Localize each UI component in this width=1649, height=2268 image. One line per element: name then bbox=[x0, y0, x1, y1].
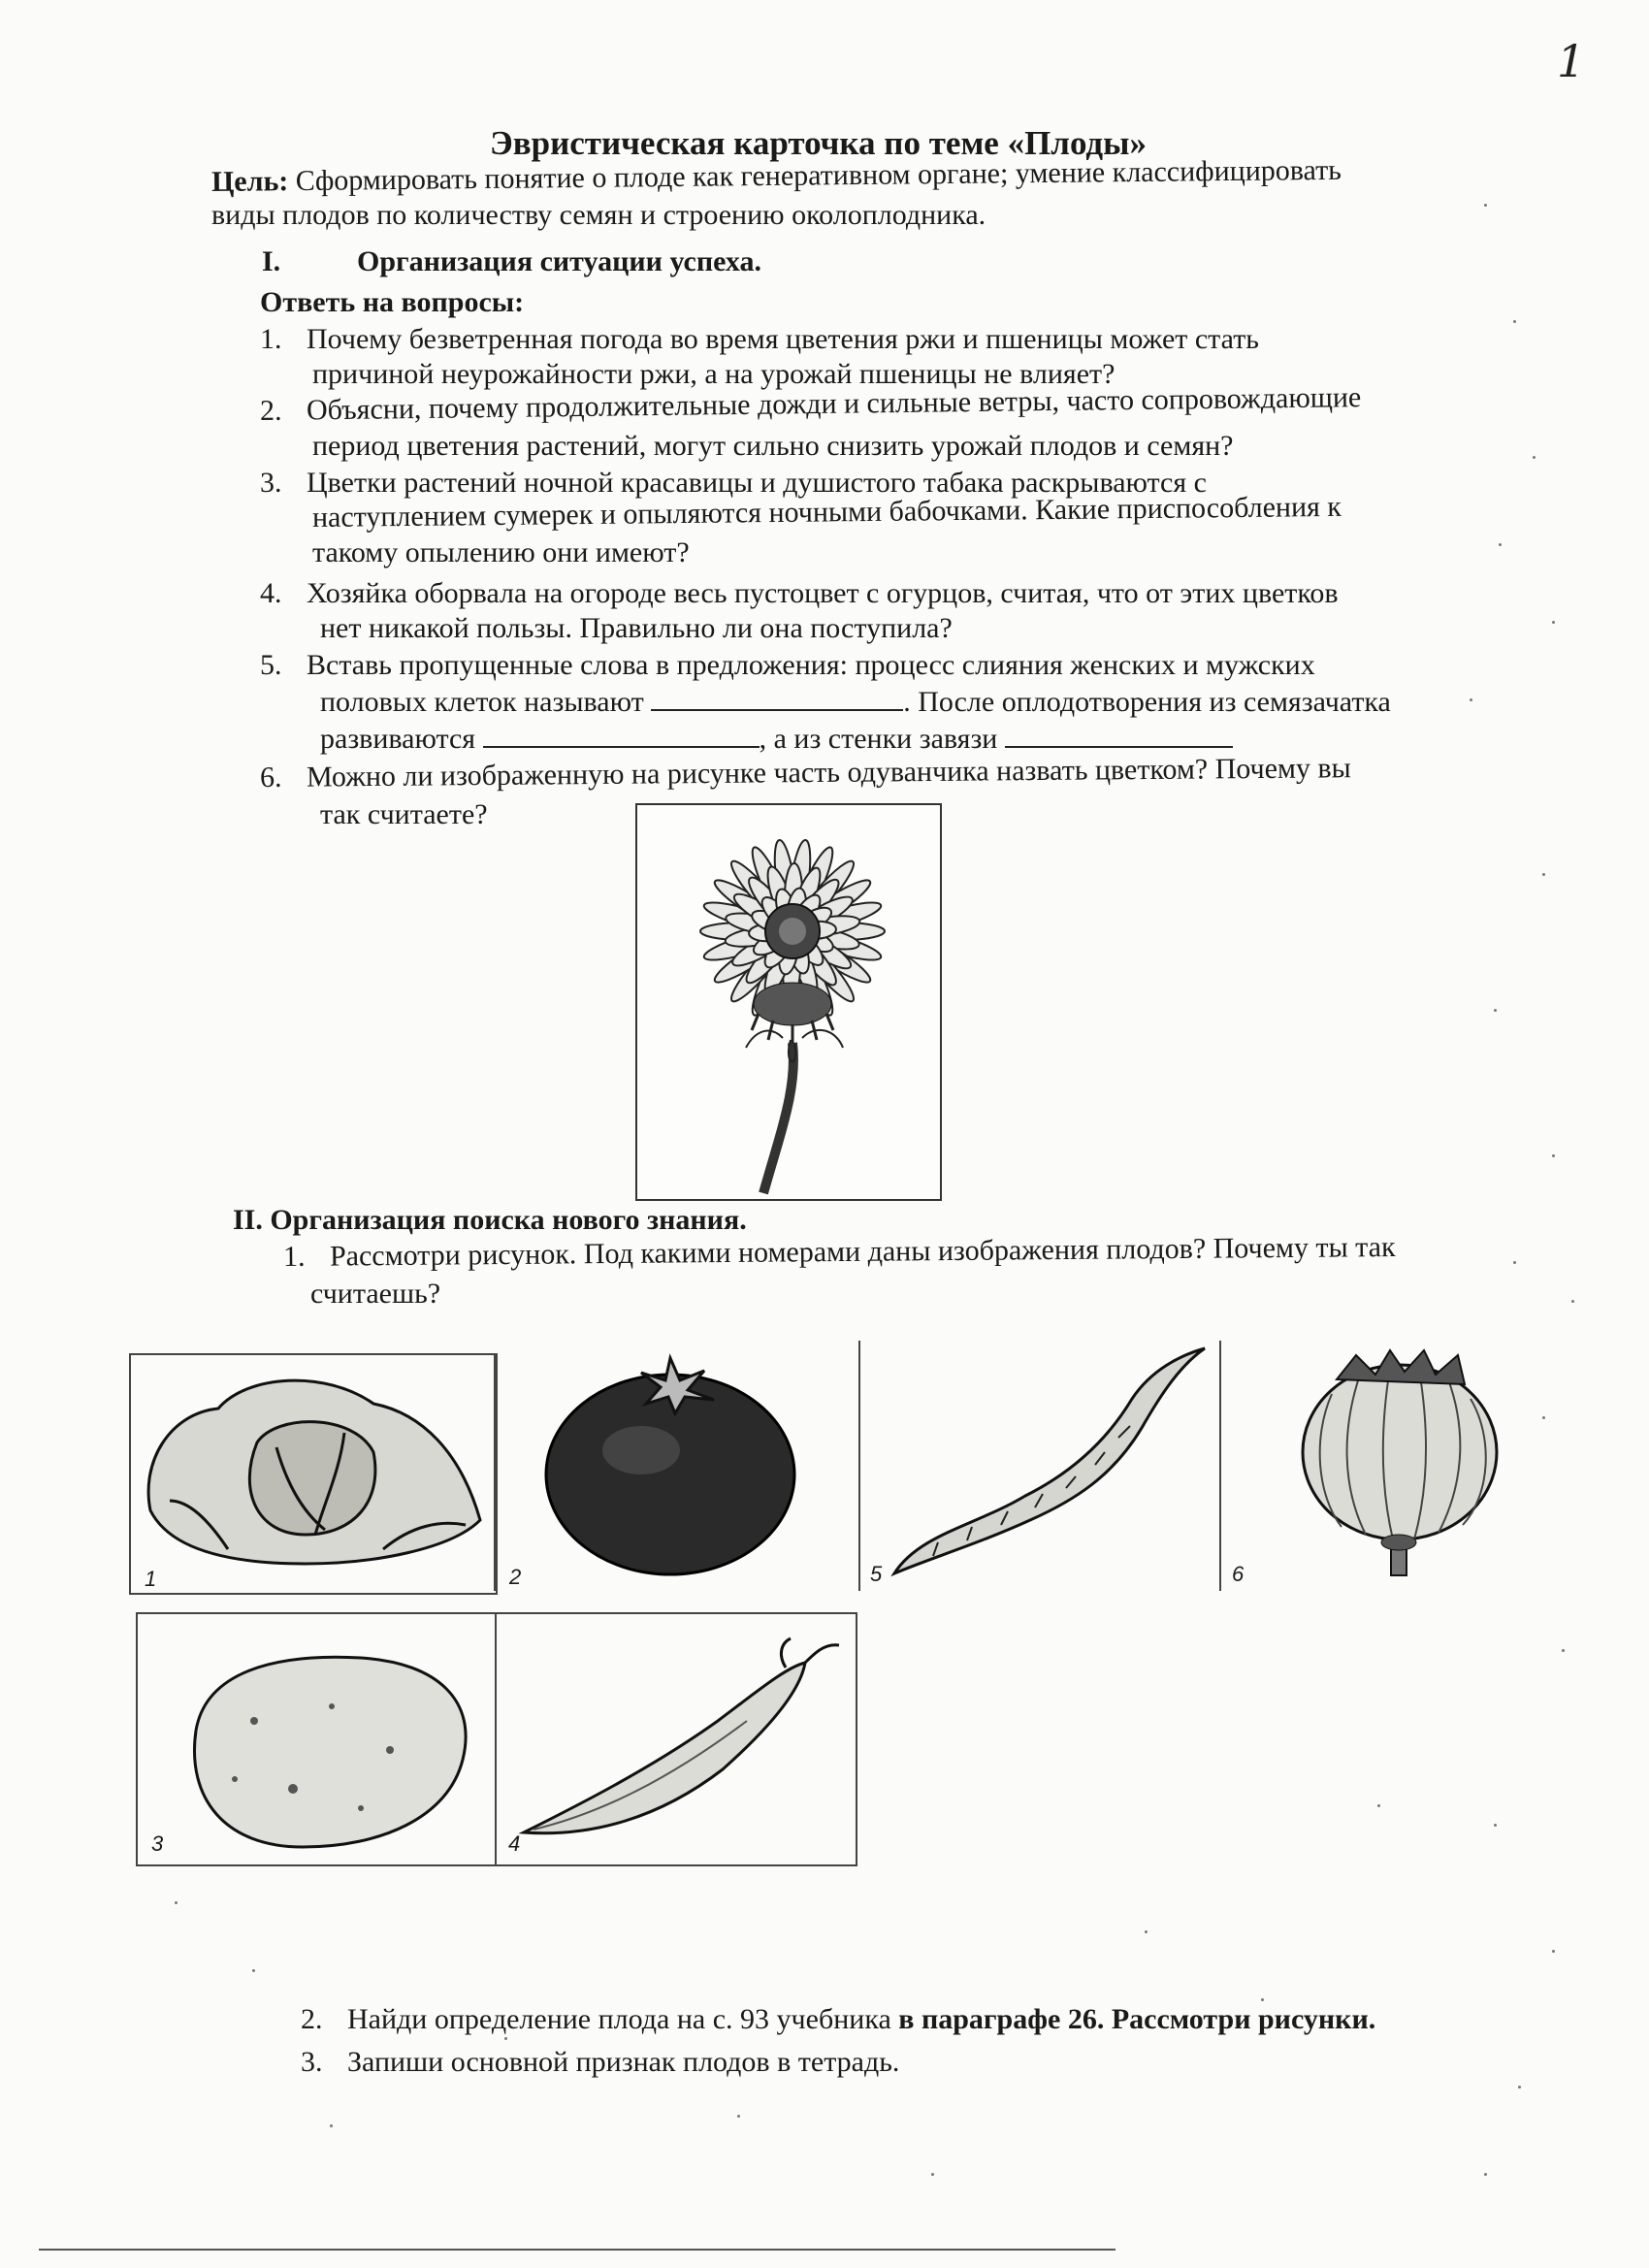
scan-speck bbox=[1571, 1300, 1574, 1303]
question-text: . После оплодотворения из семязачатка bbox=[903, 686, 1391, 718]
scan-speck bbox=[1145, 1930, 1148, 1933]
scan-speck bbox=[1513, 1261, 1516, 1264]
scan-speck bbox=[1562, 1649, 1565, 1652]
scan-speck bbox=[1518, 2086, 1521, 2089]
scan-speck bbox=[1470, 698, 1472, 701]
scan-speck bbox=[1552, 621, 1555, 624]
scan-speck bbox=[1494, 1009, 1497, 1012]
image-label: 5 bbox=[870, 1562, 883, 1586]
answer-blank-1[interactable] bbox=[651, 688, 903, 711]
question-number: 5. bbox=[260, 649, 282, 681]
image-cell-potato bbox=[136, 1612, 497, 1866]
scan-speck bbox=[1552, 1154, 1555, 1157]
scan-speck bbox=[1494, 1824, 1497, 1827]
image-label: 3 bbox=[151, 1831, 164, 1856]
question-number: 1. bbox=[282, 1240, 306, 1273]
question-number: 4. bbox=[260, 577, 282, 609]
question-text: развиваются bbox=[320, 723, 476, 755]
section1-heading: Организация ситуации успеха. bbox=[357, 245, 761, 277]
cabbage-icon bbox=[131, 1355, 496, 1593]
question-3-line-3: такому опылению они имеют? bbox=[312, 536, 690, 568]
image-label: 4 bbox=[508, 1831, 521, 1856]
question-4 bbox=[260, 576, 1339, 611]
question-5-line-3 bbox=[320, 722, 1233, 757]
scan-speck bbox=[1377, 1804, 1380, 1807]
question-text: , а из стенки завязи bbox=[759, 723, 998, 755]
question-text: Цветки растений ночной красавицы и душистого табака раскрываются с bbox=[307, 467, 1207, 499]
section1-subheading: Ответь на вопросы: bbox=[260, 286, 525, 318]
question-2-line-2: период цветения растений, могут сильно снизить урожай плодов и семян? bbox=[312, 430, 1234, 462]
potato-icon bbox=[138, 1614, 495, 1864]
question-text: Объясни, почему продолжительные дожди и сильные ветры, часто сопровождающие bbox=[306, 381, 1362, 427]
tomato-icon bbox=[496, 1353, 857, 1591]
page-number: 1 bbox=[1557, 35, 1586, 87]
scan-speck bbox=[1542, 873, 1545, 876]
question-text: Запиши основной признак плодов в тетрадь. bbox=[347, 2046, 900, 2078]
question-4-line-2: нет никакой пользы. Правильно ли она поступила? bbox=[320, 612, 953, 644]
answer-blank-3[interactable] bbox=[1005, 725, 1233, 748]
scan-speck bbox=[1513, 320, 1516, 323]
question-5-line-2 bbox=[320, 685, 1391, 720]
question-text: Можно ли изображенную на рисунке часть одуванчика назвать цветком? Почему вы bbox=[306, 752, 1351, 794]
question-number: 2. bbox=[301, 2003, 323, 2035]
page-bottom-rule bbox=[39, 2249, 1116, 2251]
section2-question-1-line-2: считаешь? bbox=[310, 1278, 441, 1310]
question-number: 2. bbox=[259, 394, 282, 427]
scan-speck bbox=[1499, 543, 1502, 546]
scan-speck bbox=[1484, 204, 1487, 207]
answer-blank-2[interactable] bbox=[483, 725, 760, 748]
scan-speck bbox=[737, 2115, 740, 2118]
section2-question-3 bbox=[301, 2045, 899, 2080]
question-text: Найди определение плода на с. 93 учебника bbox=[347, 2003, 899, 2035]
scan-speck bbox=[1261, 1998, 1264, 2001]
image-cell-radish-pod bbox=[858, 1341, 1221, 1591]
goal-line-1 bbox=[211, 153, 1342, 200]
question-text: Рассмотри рисунок. Под какими номерами даны изображения плодов? Почему ты так bbox=[329, 1230, 1396, 1273]
image-cell-pea-pod bbox=[495, 1612, 857, 1866]
dandelion-icon bbox=[637, 805, 940, 1199]
scan-speck bbox=[504, 2037, 507, 2040]
question-6 bbox=[260, 751, 1351, 795]
scan-speck bbox=[330, 2124, 333, 2127]
question-number: 3. bbox=[260, 467, 282, 499]
question-5 bbox=[260, 648, 1315, 683]
question-number: 1. bbox=[260, 323, 282, 355]
question-text-bold: в параграфе 26. Рассмотри рисунки. bbox=[898, 2003, 1376, 2035]
scan-speck bbox=[1542, 1416, 1545, 1419]
section2-heading: II. Организация поиска нового знания. bbox=[233, 1204, 747, 1236]
scan-speck bbox=[252, 1969, 255, 1972]
goal-label: Цель: bbox=[210, 165, 289, 198]
section1-numeral: I. bbox=[262, 245, 281, 277]
scan-speck bbox=[175, 1901, 178, 1904]
scan-speck bbox=[1552, 1950, 1555, 1953]
image-cell-poppy-capsule bbox=[1220, 1341, 1521, 1591]
poppy-capsule-icon bbox=[1220, 1341, 1521, 1591]
question-1-line-2: причиной неурожайности ржи, а на урожай пшеницы не влияет? bbox=[312, 358, 1116, 390]
radish-pod-icon bbox=[860, 1341, 1219, 1591]
image-label: 2 bbox=[509, 1565, 522, 1589]
question-text: половых клеток называют bbox=[320, 686, 644, 718]
pea-pod-icon bbox=[495, 1614, 856, 1864]
dandelion-figure bbox=[635, 803, 942, 1201]
scan-speck bbox=[931, 2173, 934, 2176]
question-1 bbox=[260, 322, 1259, 357]
page-title: Эвристическая карточка по теме «Плоды» bbox=[490, 124, 1147, 162]
question-number: 3. bbox=[301, 2046, 323, 2078]
question-text: Хозяйка оборвала на огороде весь пустоцвет с огурцов, считая, что от этих цветков bbox=[307, 577, 1339, 609]
scan-speck bbox=[1484, 2173, 1487, 2176]
image-cell-cabbage bbox=[129, 1353, 498, 1595]
question-text: Почему безветренная погода во время цветения ржи и пшеницы может стать bbox=[307, 323, 1259, 355]
image-cell-tomato bbox=[494, 1353, 857, 1591]
question-6-line-2: так считаете? bbox=[320, 798, 488, 830]
image-label: 6 bbox=[1232, 1562, 1245, 1586]
question-number: 6. bbox=[259, 761, 282, 794]
scan-speck bbox=[1533, 456, 1536, 459]
goal-text-1: Сформировать понятие о плоде как генеративном органе; умение классифицировать bbox=[295, 153, 1342, 198]
image-label: 1 bbox=[145, 1567, 157, 1591]
question-text: Вставь пропущенные слова в предложения: процесс слияния женских и мужских bbox=[307, 649, 1315, 681]
goal-text-2: виды плодов по количеству семян и строению околоплодника. bbox=[211, 199, 986, 231]
section2-question-2 bbox=[301, 2002, 1375, 2037]
question-3-line-2: наступлением сумерек и опыляются ночными бабочками. Какие приспособления к bbox=[311, 490, 1342, 534]
